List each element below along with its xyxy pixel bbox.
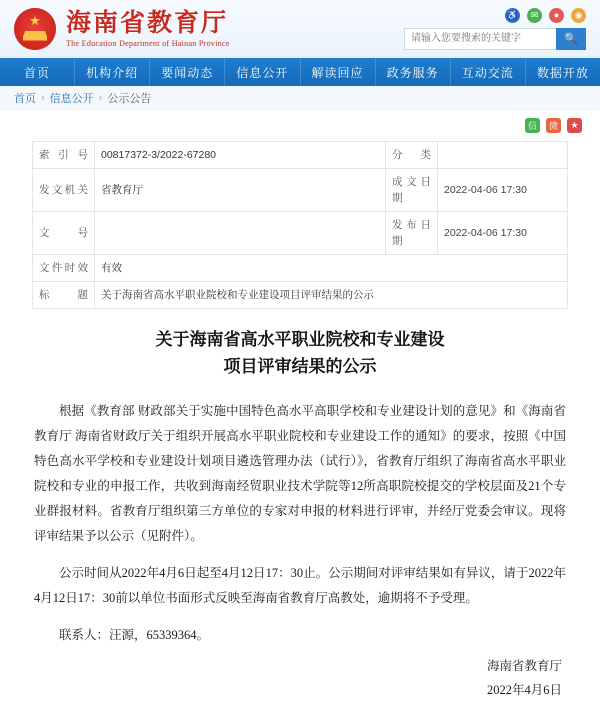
utility-icon-group	[505, 8, 586, 23]
article-paragraph-2: 公示时间从2022年4月6日起至4月12日17：30止。公示期间对评审结果如有异议，请于2022年4月12日17：30前以单位书面形式反映至海南省教育厅高教处，逾期将不予受理。	[34, 566, 566, 605]
share-bar	[0, 110, 600, 133]
site-branding	[66, 9, 230, 48]
nav-item-data[interactable]: 数据开放	[525, 58, 600, 86]
nav-item-org[interactable]: 机构介绍	[74, 58, 149, 86]
site-name-en: The Education Department of Hainan Province	[66, 39, 230, 48]
table-row	[33, 212, 568, 255]
meta-value-index: 00817372-3/2022-67280	[95, 142, 386, 169]
breadcrumb-item-home[interactable]: 首页	[14, 92, 36, 105]
meta-value-title: 关于海南省高水平职业院校和专业建设项目评审结果的公示	[95, 282, 568, 309]
search-button[interactable]: 🔍	[556, 28, 586, 50]
meta-label-issuer: 发文机关	[33, 169, 95, 212]
nav-item-news[interactable]: 要闻动态	[149, 58, 224, 86]
article-body	[34, 399, 566, 702]
nav-item-interpret[interactable]: 解读回应	[300, 58, 375, 86]
article	[0, 309, 600, 702]
meta-value-docno	[95, 212, 386, 255]
table-row	[33, 255, 568, 282]
page-title	[34, 327, 566, 381]
article-paragraph-1: 根据《教育部 财政部关于实施中国特色高水平高职学校和专业建设计划的意见》和《海南省教育厅 海南省财政厅关于组织开展高水平职业院校和专业建设工作的通知》的要求，按照《中国特色高水平学校和专业建设计划项目遴选管理办法（试行）》，省教育厅组织了海南省高水平职业院校和专业的申报工作，共收到海南经贸职业技术学院等12所高职院校提交的学校层面及21个专业群报材料。省教育厅组织第三方单位的专家对申报的材料进行评审，并经厅党委会审议。现将评审结果予以公示（见附件）。	[34, 404, 566, 543]
weibo-icon[interactable]: ●	[549, 8, 564, 23]
article-signature	[34, 654, 566, 702]
share-favorite-icon[interactable]: ★	[567, 118, 582, 133]
site-header	[0, 0, 600, 58]
nav-item-services[interactable]: 政务服务	[375, 58, 450, 86]
table-row	[33, 282, 568, 309]
search-input[interactable]	[404, 28, 556, 50]
eye-icon[interactable]: ◉	[571, 8, 586, 23]
signature-org: 海南省教育厅	[486, 659, 562, 673]
meta-value-published: 2022-04-06 17:30	[438, 212, 568, 255]
meta-label-validity: 文件时效	[33, 255, 95, 282]
breadcrumb-separator-2: ›	[98, 91, 103, 104]
wechat-icon[interactable]: ✉	[527, 8, 542, 23]
meta-value-category	[438, 142, 568, 169]
meta-label-docno: 文 号	[33, 212, 95, 255]
breadcrumb	[0, 86, 600, 110]
meta-value-issuer: 省教育厅	[95, 169, 386, 212]
nav-item-openinfo[interactable]: 信息公开	[224, 58, 299, 86]
main-nav	[0, 58, 600, 86]
document-meta	[0, 133, 600, 309]
meta-value-created: 2022-04-06 17:30	[438, 169, 568, 212]
table-row	[33, 142, 568, 169]
nav-item-interact[interactable]: 互动交流	[450, 58, 525, 86]
meta-label-title: 标题	[33, 282, 95, 309]
share-weibo-icon[interactable]: 微	[546, 118, 561, 133]
share-wechat-icon[interactable]: 信	[525, 118, 540, 133]
table-row	[33, 169, 568, 212]
meta-table	[32, 141, 568, 309]
signature-date: 2022年4月6日	[486, 683, 562, 697]
page-title-line-2: 项目评审结果的公示	[223, 357, 377, 377]
accessibility-icon[interactable]: ♿	[505, 8, 520, 23]
site-search	[404, 28, 586, 50]
meta-label-published: 发布日期	[386, 212, 438, 255]
header-utilities	[404, 8, 586, 50]
breadcrumb-item-openinfo[interactable]: 信息公开	[49, 92, 94, 105]
meta-label-created: 成文日期	[386, 169, 438, 212]
meta-label-index: 索引号	[33, 142, 95, 169]
breadcrumb-item-current: 公示公告	[107, 92, 152, 105]
site-name-cn: 海南省教育厅	[66, 8, 229, 37]
nav-item-home[interactable]: 首页	[24, 65, 51, 80]
meta-label-category: 分 类	[386, 142, 438, 169]
article-contact: 联系人：汪源，65339364。	[59, 628, 210, 642]
page-title-line-1: 关于海南省高水平职业院校和专业建设	[155, 330, 445, 350]
meta-value-validity: 有效	[95, 255, 568, 282]
national-emblem-icon	[14, 8, 56, 50]
breadcrumb-separator: ›	[41, 91, 45, 104]
